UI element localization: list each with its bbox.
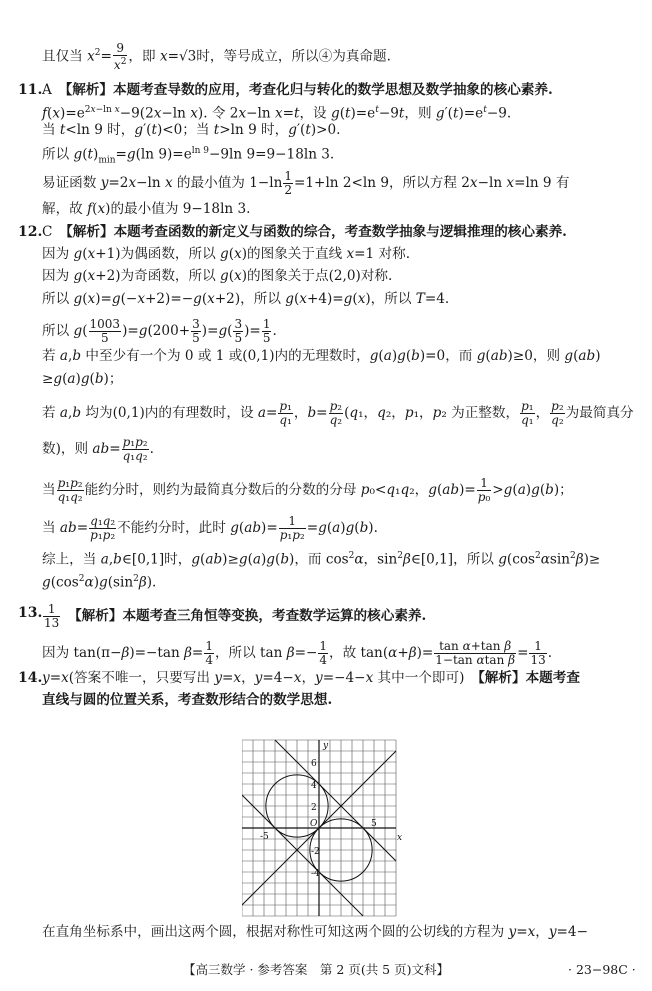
q14-heading-2: 直线与圆的位置关系，考查数形结合的数学思想. [42, 692, 333, 708]
q13-line-a: 因为 tan(π−β)=−tan β= $\frac{1}{4}$ ，所以 tan β=− $\frac{1}{4}$ ，故 tan(α+β)= $\frac{\text{tan α+tan β}}{\text{1−tan αtan β}}$ = $\frac{1}{13}$ . [42, 639, 553, 667]
tick-label-y: 2 [311, 803, 317, 813]
q11-line-a: $f(x)=e^{2x-ln x}-9(2x-\ln$ x). 令 2x−ln x=t，设 $g(t)=e^t-9t$，则 $g'(t)=e^t-9$. [42, 105, 512, 122]
footer-page-info: 【高三数学 · 参考答案 第 2 页(共 5 页)文科】 [183, 962, 449, 977]
tick-label-x: 5 [371, 819, 377, 829]
q12-line-g: 若 a,b 均为(0,1)内的有理数时，设 a= $\frac{\text{p₁}}{\text{q₁}}$ ，b= $\frac{\text{p₂}}{\text{q₂}}$ (q₁，q₂，p₁，p₂ 为正整数， $\frac{\text{p₁}}{\text{q₁}}$ ， $\frac{\text{p₂}}{\text{q₂}}$ 为最简真分 [42, 399, 634, 427]
tangent-line-y-eq-neg4-minus-x [242, 795, 363, 916]
q12-line-h: 数)，则 ab= $\frac{\text{p₁p₂}}{\text{q₁q₂}}$ . [42, 435, 154, 463]
y-axis-label: y [323, 741, 329, 751]
tick-label-y: -4 [311, 869, 320, 879]
q12-line-i: 当 $\frac{\text{p₁p₂}}{\text{q₁q₂}}$ 能约分时，则约为最简真分数后的分数的分母 p₀<q₁q₂，g(ab)= $\frac{1}{\text{p₀}}$ >g(a)g(b)； [42, 476, 573, 504]
q12-line-a: 因为 g(x+1)为偶函数，所以 g(x)的图象关于直线 x=1 对称. [42, 246, 411, 262]
tangent-line-y-eq-4-minus-x [275, 740, 396, 861]
q12-line-j: 当 ab= $\frac{\text{q₁q₂}}{\text{p₁p₂}}$ 不能约分时，此时 g(ab)= $\frac{1}{\text{p₁p₂}}$ =g(a)g(b). [42, 514, 378, 542]
q12-heading: C 【解析】本题考查函数的新定义与函数的综合，考查数学抽象与逻辑推理的核心素养. [42, 224, 567, 240]
q12-line-k: 综上，当 a,b∈[0,1]时，g(ab)≥g(a)g(b)，而 $\cos^2\alpha$，$\sin^2\beta\in[0,1]$，所以 $g(\cos^2\alpha\sin^2\beta)\ge$ [42, 551, 601, 568]
q13-heading: $\frac{1}{13}$ 【解析】本题考查三角恒等变换，考查数学运算的核心素养. [44, 602, 427, 630]
x-axis-label: x [397, 833, 403, 843]
q11-line-c: 所以 $g(t)_{min}=g(\ln$ $9)=e^{ln 9}-9\ln$ 9=9−18ln 3. [42, 146, 335, 166]
q11-heading: A 【解析】本题考查导数的应用，考查化归与转化的数学思想及数学抽象的核心素养. [42, 82, 553, 98]
footer-code: · 23−98C · [568, 962, 636, 977]
tick-label-y: -2 [311, 847, 320, 857]
tick-label-y: 4 [311, 781, 317, 791]
question-number-14: 14. [18, 670, 43, 686]
q12-line-l: $g(\cos^2\alpha)g(\sin^2\beta)$. [42, 574, 157, 591]
tick-label-x: -5 [260, 832, 269, 842]
question-number-12: 12. [18, 224, 43, 240]
q12-line-f: ≥g(a)g(b)； [42, 371, 123, 387]
q11-line-b: 当 t<ln 9 时，g′(t)<0；当 t>ln 9 时，g′(t)>0. [42, 122, 341, 138]
q11-line-e: 解，故 f(x)的最小值为 9−18ln 3. [42, 201, 251, 217]
q12-line-e: 若 a,b 中至少有一个为 0 或 1 或(0,1)内的无理数时，g(a)g(b)=0，而 g(ab)≥0，则 g(ab) [42, 348, 601, 364]
q12-line-c: 所以 g(x)=g(−x+2)=−g(x+2)，所以 g(x+4)=g(x)，所以 T=4. [42, 291, 450, 307]
q12-line-b: 因为 g(x+2)为奇函数，所以 g(x)的图象关于点(2,0)对称. [42, 268, 393, 284]
q12-line-d: 所以 g( $\frac{1003}{5}$ )=g(200+ $\frac{3}{5}$ )=g( $\frac{3}{5}$ )= $\frac{1}{5}$ . [42, 317, 277, 345]
tick-label-y: 6 [311, 759, 317, 769]
question-number-11: 11. [18, 82, 43, 98]
question-number-13: 13. [18, 605, 43, 621]
q14-heading: y=x(答案不唯一，只要写出 y=x，y=4−x，y=−4−x 其中一个即可) 【解析】本题考查 [42, 670, 580, 686]
q11-line-d: 易证函数 y=2x−ln x 的最小值为 1−ln $\frac{1}{2}$ =1+ln 2<ln 9，所以方程 2x−ln x=ln 9 有 [42, 169, 570, 197]
line-intro: 且仅当 $x^2=$ $\frac{9}{x^2}$ ，即 x=√3时，等号成立，所以④为真命题. [42, 41, 391, 72]
origin-label: O [310, 819, 318, 829]
coordinate-graph [242, 718, 410, 918]
q14-last-line: 在直角坐标系中，画出这两个圆，根据对称性可知这两个圆的公切线的方程为 y=x，y=4− [42, 924, 588, 940]
